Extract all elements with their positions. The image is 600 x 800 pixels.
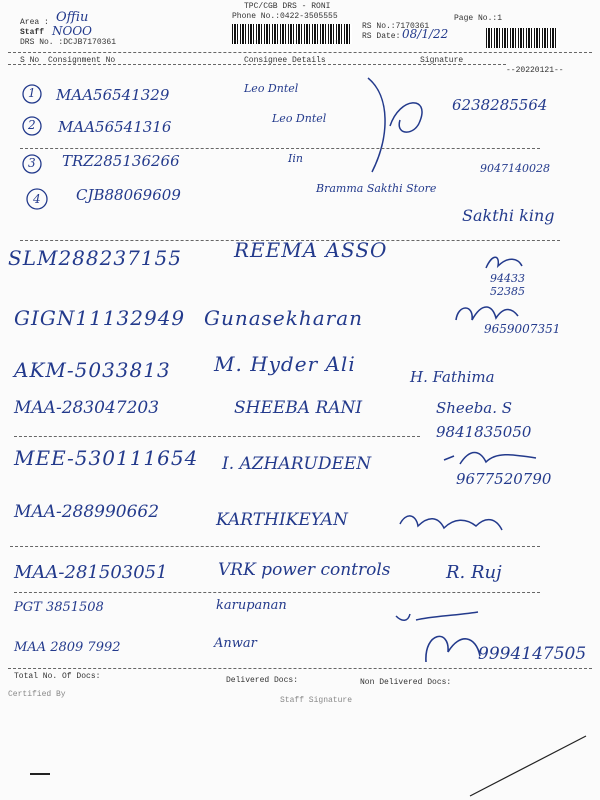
consignee-name: karupanan xyxy=(216,598,287,613)
signature-name: Sakthi king xyxy=(462,206,555,225)
barcode-center xyxy=(232,24,352,44)
rs-date-label: RS Date: xyxy=(362,32,401,41)
consignee-name: REEMA ASSO xyxy=(234,238,388,262)
consignment-no: CJB88069609 xyxy=(76,186,181,204)
entry-num: 1 xyxy=(28,86,36,100)
signature-scribble xyxy=(484,252,524,274)
phone-number: Phone No.:0422-3505555 xyxy=(232,12,338,21)
entry-num: 3 xyxy=(28,156,36,170)
consignment-no: SLM288237155 xyxy=(8,246,182,270)
total-docs-label: Total No. Of Docs: xyxy=(14,672,101,681)
rs-date-value: 08/1/22 xyxy=(402,27,449,41)
consignment-no: MAA 2809 7992 xyxy=(14,640,121,655)
form-title: TPC/CGB DRS - RONI xyxy=(244,2,331,11)
col-consignment: Consignment No xyxy=(48,56,116,65)
consignment-no: TRZ285136266 xyxy=(62,152,180,170)
row-divider xyxy=(14,436,420,437)
consignment-no: MAA-288990662 xyxy=(14,502,160,522)
signature-scribble xyxy=(440,446,540,470)
area-label: Area : xyxy=(20,18,49,27)
signature-scribble xyxy=(396,510,506,536)
consignment-no: MAA56541316 xyxy=(58,118,172,136)
signature-phone: 94433 52385 xyxy=(490,272,525,298)
barcode-right xyxy=(486,28,558,48)
entry-num: 4 xyxy=(33,192,41,206)
staff-signature-label: Staff Signature xyxy=(280,696,353,705)
consignee-name: I. AZHARUDEEN xyxy=(222,454,372,474)
signature-phone: 9659007351 xyxy=(484,322,561,336)
col-sno: S No xyxy=(20,56,40,65)
signature-phone: 6238285564 xyxy=(452,96,548,114)
consignment-no: MAA-281503051 xyxy=(14,562,168,583)
col-consignee: Consignee Details xyxy=(244,56,326,65)
consignee-name: Anwar xyxy=(214,636,257,651)
consignee-name: Bramma Sakthi Store xyxy=(316,182,437,195)
drs-number: DRS No. :DCJB7170361 xyxy=(20,38,117,47)
consignee-name: Leo Dntel xyxy=(272,112,327,125)
header-divider xyxy=(8,52,592,53)
signature-phone: Sheeba. S 9841835050 xyxy=(436,399,532,441)
delivered-docs-label: Delivered Docs: xyxy=(226,676,299,685)
scan-mark xyxy=(0,700,600,800)
signature-phone: 9994147505 xyxy=(478,644,587,664)
consignee-name: M. Hyder Ali xyxy=(214,352,356,376)
signature-name: H. Fathima xyxy=(410,368,495,386)
row-divider xyxy=(10,546,540,547)
area-value: Offiu xyxy=(56,10,89,25)
consignment-no: MAA-283047203 xyxy=(14,398,160,418)
consignee-name: VRK power controls xyxy=(218,560,391,580)
column-divider xyxy=(8,64,506,65)
non-delivered-docs-label: Non Delivered Docs: xyxy=(360,678,452,687)
rs-number: RS No.:7170361 xyxy=(362,22,430,31)
row-divider xyxy=(20,148,540,149)
consignee-name: Leo Dntel xyxy=(244,82,299,95)
footer-divider xyxy=(8,668,592,669)
entry-num: 2 xyxy=(28,118,36,132)
signature-phone: 9677520790 xyxy=(456,470,552,488)
signature-scribble xyxy=(452,300,522,330)
consignment-no: GIGN11132949 xyxy=(14,306,186,330)
consignee-name: Gunasekharan xyxy=(204,306,364,330)
page-number: Page No.:1 xyxy=(454,14,503,23)
consignee-name: SHEEBA RANI xyxy=(234,398,363,418)
consignee-name: Iin xyxy=(288,152,303,165)
staff-value: NOOO xyxy=(52,24,93,38)
consignment-no: PGT 3851508 xyxy=(14,600,104,615)
col-signature: Signature xyxy=(420,56,464,65)
col-date: --20220121-- xyxy=(506,66,564,75)
certified-by-label: Certified By xyxy=(8,690,66,699)
staff-label: Staff xyxy=(20,28,45,37)
consignee-name: KARTHIKEYAN xyxy=(216,510,348,530)
signature-name: R. Ruj xyxy=(446,562,502,583)
signature-phone: 9047140028 xyxy=(480,162,550,175)
consignment-no: AKM-5033813 xyxy=(14,358,171,382)
signature-bracket xyxy=(360,76,440,176)
consignment-no: MEE-530111654 xyxy=(14,446,199,470)
row-divider xyxy=(14,592,540,593)
consignment-no: MAA56541329 xyxy=(56,86,170,104)
